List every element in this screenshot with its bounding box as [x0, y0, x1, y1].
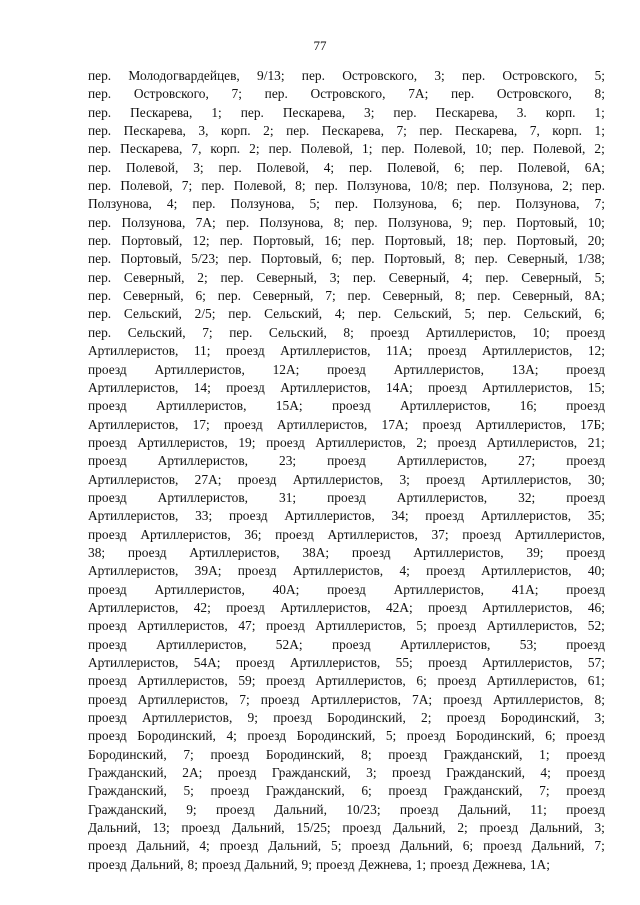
- text-line: Артиллеристов, 14; проезд Артиллеристов, 14А; проезд Артиллеристов, 15;: [88, 379, 605, 395]
- text-line: проезд Артиллеристов, 31; проезд Артиллеристов, 32; проезд: [88, 489, 605, 505]
- text-line: пер. Портовый, 12; пер. Портовый, 16; пер. Портовый, 18; пер. Портовый, 20;: [88, 233, 605, 249]
- text-line: Гражданский, 5; проезд Гражданский, 6; проезд Гражданский, 7; проезд: [88, 783, 605, 799]
- page-number: 77: [313, 38, 327, 53]
- text-line: Ползунова, 4; пер. Ползунова, 5; пер. Ползунова, 6; пер. Ползунова, 7;: [88, 196, 605, 212]
- text-line: проезд Артиллеристов, 36; проезд Артиллеристов, 37; проезд Артиллеристов,: [88, 526, 605, 542]
- text-line: Артиллеристов, 17; проезд Артиллеристов, 17А; проезд Артиллеристов, 17Б;: [88, 416, 605, 432]
- text-line: пер. Портовый, 5/23; пер. Портовый, 6; пер. Портовый, 8; пер. Северный, 1/38;: [88, 251, 605, 267]
- text-line: Гражданский, 2А; проезд Гражданский, 3; проезд Гражданский, 4; проезд: [88, 765, 605, 781]
- text-line: пер. Полевой, 3; пер. Полевой, 4; пер. Полевой, 6; пер. Полевой, 6А;: [88, 159, 605, 175]
- text-line: Артиллеристов, 42; проезд Артиллеристов, 42А; проезд Артиллеристов, 46;: [88, 599, 605, 615]
- text-line: пер. Полевой, 7; пер. Полевой, 8; пер. Ползунова, 10/8; пер. Ползунова, 2; пер.: [88, 178, 605, 194]
- text-line: Артиллеристов, 39А; проезд Артиллеристов, 4; проезд Артиллеристов, 40;: [88, 563, 605, 579]
- text-line: Бородинский, 7; проезд Бородинский, 8; проезд Гражданский, 1; проезд: [88, 746, 605, 762]
- text-line: проезд Артиллеристов, 23; проезд Артиллеристов, 27; проезд: [88, 453, 605, 469]
- text-line: проезд Артиллеристов, 19; проезд Артиллеристов, 2; проезд Артиллеристов, 21;: [88, 434, 605, 450]
- text-line: проезд Дальний, 4; проезд Дальний, 5; проезд Дальний, 6; проезд Дальний, 7;: [88, 838, 605, 854]
- text-line: пер. Островского, 7; пер. Островского, 7А; пер. Островского, 8;: [88, 86, 605, 102]
- text-line: пер. Ползунова, 7А; пер. Ползунова, 8; пер. Ползунова, 9; пер. Портовый, 10;: [88, 214, 605, 230]
- text-line: Артиллеристов, 54А; проезд Артиллеристов, 55; проезд Артиллеристов, 57;: [88, 655, 605, 670]
- text-line: проезд Артиллеристов, 47; проезд Артиллеристов, 5; проезд Артиллеристов, 52;: [88, 618, 605, 634]
- text-line: Гражданский, 9; проезд Дальний, 10/23; проезд Дальний, 11; проезд: [88, 801, 605, 817]
- text-line: пер. Северный, 6; пер. Северный, 7; пер. Северный, 8; пер. Северный, 8А;: [88, 288, 605, 304]
- text-line: Артиллеристов, 27А; проезд Артиллеристов, 3; проезд Артиллеристов, 30;: [88, 471, 605, 487]
- text-line: проезд Артиллеристов, 40А; проезд Артиллеристов, 41А; проезд: [88, 581, 605, 597]
- text-line: проезд Артиллеристов, 52А; проезд Артиллеристов, 53; проезд: [88, 636, 605, 652]
- text-line: Артиллеристов, 33; проезд Артиллеристов, 34; проезд Артиллеристов, 35;: [88, 508, 605, 524]
- text-line: проезд Бородинский, 4; проезд Бородинский, 5; проезд Бородинский, 6; проезд: [88, 728, 605, 744]
- text-line: пер. Сельский, 2/5; пер. Сельский, 4; пер. Сельский, 5; пер. Сельский, 6;: [88, 306, 605, 322]
- text-line: проезд Артиллеристов, 59; проезд Артиллеристов, 6; проезд Артиллеристов, 61;: [88, 673, 605, 689]
- text-line: проезд Артиллеристов, 12А; проезд Артиллеристов, 13А; проезд: [88, 361, 605, 377]
- text-line: пер. Молодогвардейцев, 9/13; пер. Островского, 3; пер. Островского, 5;: [88, 68, 605, 83]
- text-line: пер. Сельский, 7; пер. Сельский, 8; проезд Артиллеристов, 10; проезд: [88, 324, 605, 340]
- text-line: проезд Артиллеристов, 15А; проезд Артиллеристов, 16; проезд: [88, 398, 605, 414]
- text-line: проезд Артиллеристов, 9; проезд Бородинский, 2; проезд Бородинский, 3;: [88, 710, 605, 726]
- text-line: Артиллеристов, 11; проезд Артиллеристов, 11А; проезд Артиллеристов, 12;: [88, 343, 605, 359]
- address-list-text: [88, 67, 605, 874]
- text-line: Дальний, 13; проезд Дальний, 15/25; проезд Дальний, 2; проезд Дальний, 3;: [88, 820, 605, 836]
- text-line: пер. Пескарева, 1; пер. Пескарева, 3; пер. Пескарева, 3. корп. 1;: [88, 104, 605, 120]
- text-line: 38; проезд Артиллеристов, 38А; проезд Артиллеристов, 39; проезд: [88, 544, 605, 560]
- text-line: проезд Артиллеристов, 7; проезд Артиллеристов, 7А; проезд Артиллеристов, 8;: [88, 691, 605, 707]
- text-line: пер. Северный, 2; пер. Северный, 3; пер. Северный, 4; пер. Северный, 5;: [88, 269, 605, 285]
- text-line: проезд Дальний, 8; проезд Дальний, 9; проезд Дежнева, 1; проезд Дежнева, 1А;: [88, 856, 550, 872]
- text-line: пер. Пескарева, 3, корп. 2; пер. Пескарева, 7; пер. Пескарева, 7, корп. 1;: [88, 123, 605, 139]
- text-line: пер. Пескарева, 7, корп. 2; пер. Полевой, 1; пер. Полевой, 10; пер. Полевой, 2;: [88, 141, 605, 157]
